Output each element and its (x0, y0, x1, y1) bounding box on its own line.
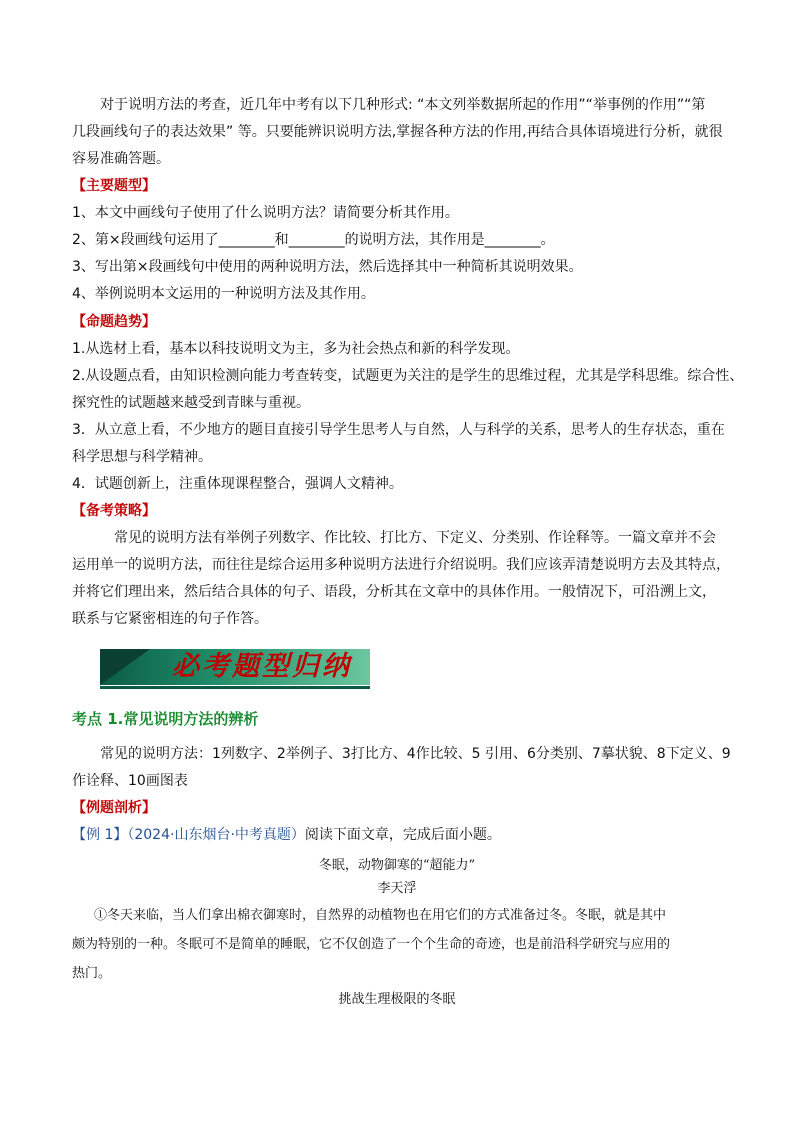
trend-line: 探究性的试题越来越受到青睐与重视。 (72, 395, 310, 411)
trend-item (72, 363, 744, 417)
strategy-line: 并将它们理出来，然后结合具体的句子、语段，分析其在文章中的具体作用。一般情况下，可沿溯上文， (72, 584, 716, 600)
main-type-item: 4、举例说明本文运用的一种说明方法及其作用。 (72, 286, 375, 302)
trend-heading: 【命题趋势】 (72, 314, 156, 330)
kaodian-line: 常见的说明方法：1列数字、2举例子、3打比方、4作比较、5 引用、6分类别、7摹状貌、8下定义、9 (100, 746, 731, 762)
trend-item (72, 417, 744, 471)
strategy-line: 常见的说明方法有举例子列数字、作比较、打比方、下定义、分类别、作诠释等。一篇文章并不会 (114, 530, 716, 546)
banner-underline (100, 686, 370, 689)
trend-line: 4．试题创新上，注重体现课程整合，强调人文精神。 (72, 476, 403, 492)
article-paragraph (72, 901, 722, 988)
example-instruction: 阅读下面文章，完成后面小题。 (304, 827, 501, 843)
trend-item (72, 471, 744, 498)
article-line: 热门。 (72, 966, 112, 981)
article-subtitle: 挑战生理极限的冬眠 (338, 992, 456, 1007)
main-type-item: 1、本文中画线句子使用了什么说明方法？请简要分析其作用。 (72, 205, 459, 221)
main-type-item: 2、第×段画线句运用了________和________的说明方法，其作用是________。 (72, 232, 555, 248)
article-line: 颇为特别的一种。冬眠可不是简单的睡眠，它不仅创造了一个个生命的奇迹，也是前沿科学研究与应用的 (72, 937, 671, 952)
strategy-heading: 【备考策略】 (72, 503, 156, 519)
strategy-line: 联系与它紧密相连的句子作答。 (72, 611, 268, 627)
article-line: ①冬天来临，当人们拿出棉衣御寒时，自然界的动植物也在用它们的方式准备过冬。冬眠，就是其中 (94, 908, 667, 923)
kaodian-line: 作诠释、10画图表 (72, 773, 188, 789)
kaodian-paragraph (72, 741, 744, 795)
example-source: （2024·山东烟台·中考真题） (127, 827, 305, 843)
trend-line: 3．从立意上看，不少地方的题目直接引导学生思考人与自然，人与科学的关系，思考人的生存状态，重在 (72, 422, 725, 438)
section-banner (100, 649, 370, 689)
main-type-item: 3、写出第×段画线句中使用的两种说明方法，然后选择其中一种简析其说明效果。 (72, 259, 583, 275)
strategy-paragraph (72, 525, 744, 633)
trend-line: 2.从设题点看，由知识检测向能力考查转变，试题更为关注的是学生的思维过程，尤其是学科思维。综合性、 (72, 368, 744, 384)
trend-item (72, 336, 744, 363)
example-label: 【例 1】 (72, 827, 128, 843)
trend-line: 1.从选材上看，基本以科技说明文为主，多为社会热点和新的科学发现。 (72, 341, 520, 357)
intro-line: 对于说明方法的考查，近几年中考有以下几种形式: “本文列举数据所起的作用”“举事例的作用”“第 (100, 97, 706, 113)
kaodian-title: 考点 1.常见说明方法的辨析 (72, 710, 259, 728)
example-heading: 【例题剖析】 (72, 800, 156, 816)
banner-title: 必考题型归纳 (172, 651, 352, 682)
trend-line: 科学思想与科学精神。 (72, 449, 212, 465)
intro-line: 容易准确答题。 (72, 151, 170, 167)
intro-line: 几段画线句子的表达效果” 等。只要能辨识说明方法,掌握各种方法的作用,再结合具体语境进行分析，就很 (72, 124, 723, 140)
strategy-line: 运用单一的说明方法，而往往是综合运用多种说明方法进行介绍说明。我们应该弄清楚说明方去及其特点， (72, 557, 730, 573)
example-intro (72, 822, 744, 849)
banner-triangle (100, 649, 150, 685)
intro-paragraph (72, 92, 744, 173)
article-title: 冬眠，动物御寒的“超能力” (318, 858, 476, 873)
main-types-heading: 【主要题型】 (72, 178, 156, 194)
article-author: 李天浮 (377, 881, 417, 896)
